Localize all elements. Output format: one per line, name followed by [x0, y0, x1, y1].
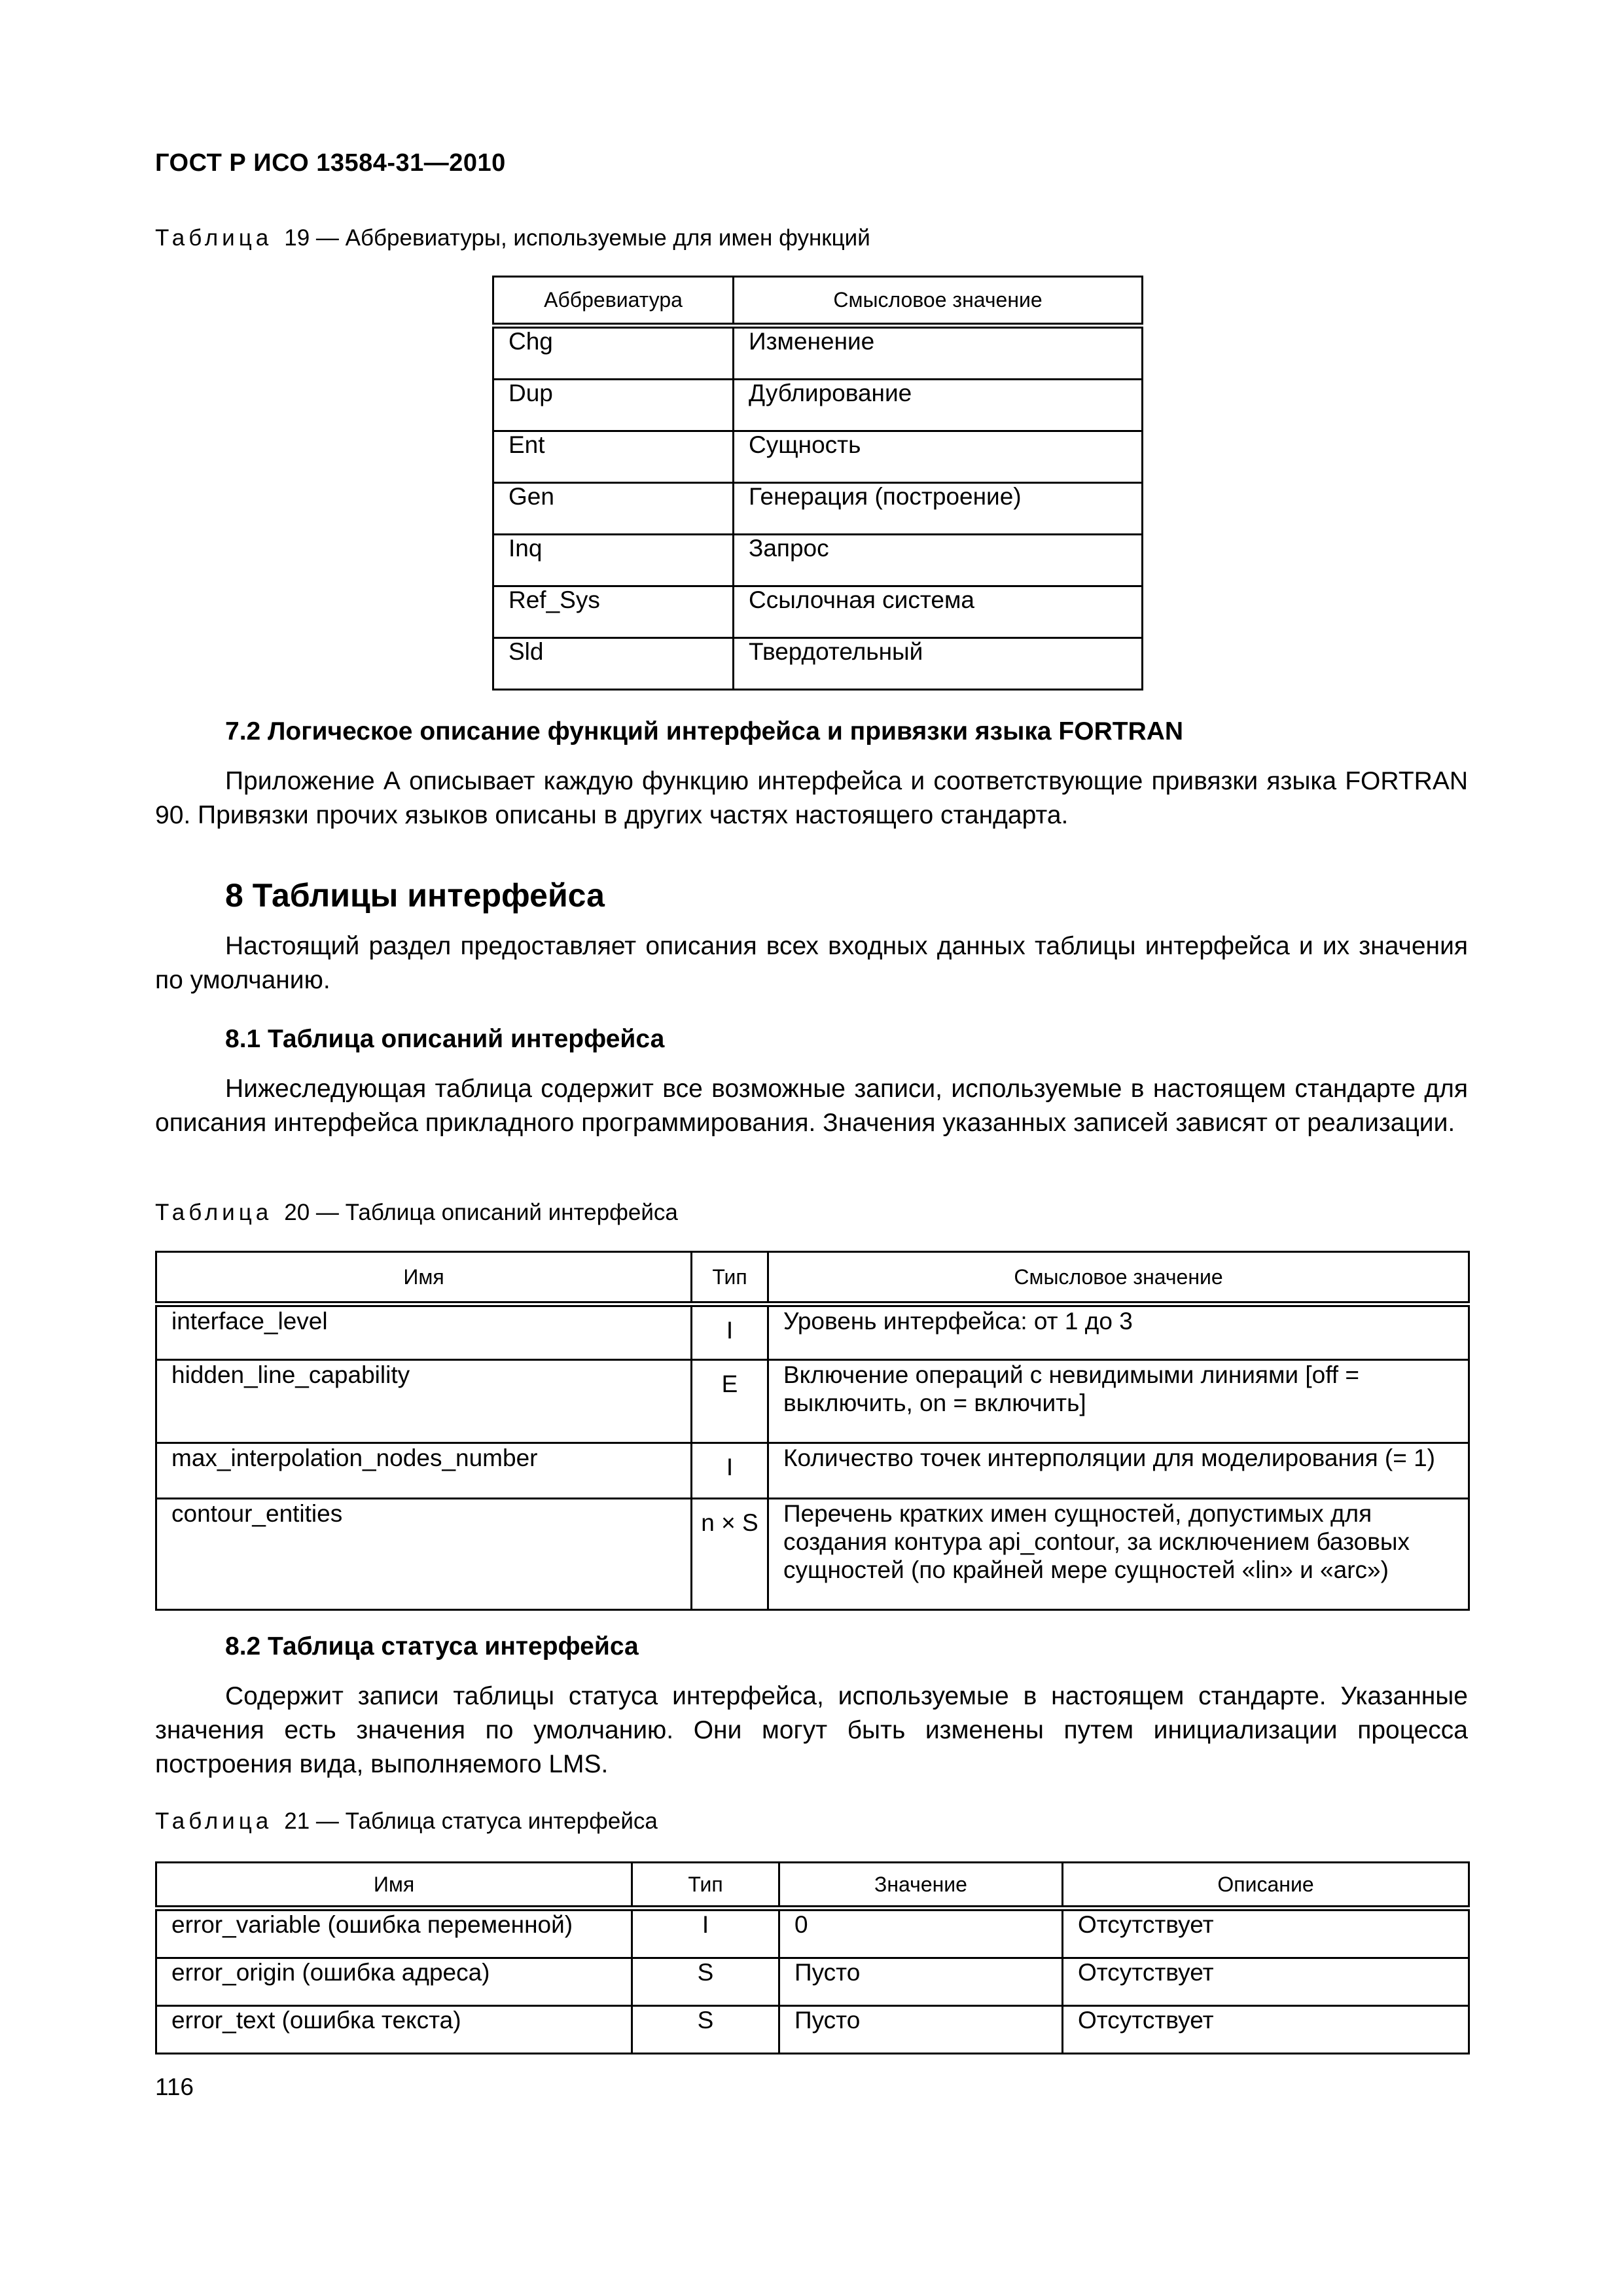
column-header-description: Описание [1063, 1863, 1469, 1909]
column-header-abbreviation: Аббревиатура [493, 277, 734, 326]
cell-value: 0 [779, 1909, 1063, 1958]
table-row [156, 1499, 1469, 1610]
cell-name: error_variable (ошибка переменной) [156, 1909, 632, 1958]
cell-description: Отсутствует [1063, 1958, 1469, 2006]
cell-meaning: Твердотельный [734, 638, 1143, 690]
column-header-name: Имя [156, 1863, 632, 1909]
cell-type: n × S [692, 1499, 768, 1610]
table-header-row [156, 1252, 1469, 1304]
cell-description: Отсутствует [1063, 2006, 1469, 2054]
table19-caption-text: 19 — Аббревиатуры, используемые для имен функций [284, 225, 870, 251]
column-header-meaning: Смысловое значение [734, 277, 1143, 326]
table-row [493, 326, 1143, 380]
table20-interface-description [155, 1251, 1470, 1611]
table-row [156, 1958, 1469, 2006]
cell-type: S [632, 2006, 779, 2054]
table20-caption [155, 1200, 678, 1226]
cell-type: E [692, 1360, 768, 1443]
table-row [156, 1443, 1469, 1499]
cell-meaning: Запрос [734, 535, 1143, 586]
cell-name: error_origin (ошибка адреса) [156, 1958, 632, 2006]
cell-type: I [692, 1304, 768, 1360]
column-header-value: Значение [779, 1863, 1063, 1909]
page-number: 116 [155, 2073, 194, 2100]
table21-interface-status [155, 1861, 1470, 2054]
cell-value: Пусто [779, 1958, 1063, 2006]
cell-meaning: Генерация (построение) [734, 483, 1143, 535]
column-header-type: Тип [632, 1863, 779, 1909]
table-row [493, 380, 1143, 431]
table-row [156, 1304, 1469, 1360]
section-8-1-title: 8.1 Таблица описаний интерфейса [225, 1025, 665, 1053]
cell-type: I [692, 1443, 768, 1499]
column-header-name: Имя [156, 1252, 692, 1304]
table-row [493, 638, 1143, 690]
table21-caption [155, 1808, 658, 1835]
cell-abbreviation: Chg [493, 326, 734, 380]
cell-name: contour_entities [156, 1499, 692, 1610]
table-row [493, 535, 1143, 586]
cell-meaning: Ссылочная система [734, 586, 1143, 638]
cell-meaning: Перечень кратких имен сущностей, допустимых для создания контура api_contour, за исключением базовых сущностей (по крайней мере сущностей «lin» и «arc») [768, 1499, 1469, 1610]
cell-meaning: Дублирование [734, 380, 1143, 431]
cell-name: interface_level [156, 1304, 692, 1360]
table20-caption-word: Таблица [155, 1200, 273, 1225]
standard-header: ГОСТ Р ИСО 13584-31—2010 [155, 149, 506, 177]
cell-meaning: Изменение [734, 326, 1143, 380]
cell-name: error_text (ошибка текста) [156, 2006, 632, 2054]
cell-abbreviation: Inq [493, 535, 734, 586]
section-8-paragraph: Настоящий раздел предоставляет описания всех входных данных таблицы интерфейса и их значения по умолчанию. [155, 932, 1468, 994]
section-7-2-paragraph: Приложение А описывает каждую функцию интерфейса и соответствующие привязки языка FORTRAN 90. Привязки прочих языков описаны в других частях настоящего стандарта. [155, 767, 1468, 829]
cell-name: max_interpolation_nodes_number [156, 1443, 692, 1499]
cell-type: S [632, 1958, 779, 2006]
cell-meaning: Сущность [734, 431, 1143, 483]
section-8-1-paragraph: Нижеследующая таблица содержит все возможные записи, используемые в настоящем стандарте для описания интерфейса прикладного программирования. Значения указанных записей зависят от реализации. [155, 1075, 1468, 1137]
table21-caption-text: 21 — Таблица статуса интерфейса [284, 1808, 658, 1834]
table-row [156, 1360, 1469, 1443]
cell-abbreviation: Ref_Sys [493, 586, 734, 638]
table-row [493, 586, 1143, 638]
section-8-2-title: 8.2 Таблица статуса интерфейса [225, 1632, 639, 1660]
table-row [156, 2006, 1469, 2054]
cell-abbreviation: Dup [493, 380, 734, 431]
table-header-row [156, 1863, 1469, 1909]
cell-meaning: Уровень интерфейса: от 1 до 3 [768, 1304, 1469, 1360]
cell-abbreviation: Ent [493, 431, 734, 483]
table19-caption-word: Таблица [155, 225, 273, 251]
cell-description: Отсутствует [1063, 1909, 1469, 1958]
table-row [493, 431, 1143, 483]
cell-abbreviation: Sld [493, 638, 734, 690]
cell-abbreviation: Gen [493, 483, 734, 535]
table21-caption-word: Таблица [155, 1808, 273, 1834]
section-7-2-title: 7.2 Логическое описание функций интерфейса и привязки языка FORTRAN [225, 717, 1184, 745]
table19-caption [155, 225, 870, 251]
column-header-meaning: Смысловое значение [768, 1252, 1469, 1304]
table20-caption-text: 20 — Таблица описаний интерфейса [284, 1200, 678, 1225]
table19-abbreviations [492, 276, 1143, 691]
cell-meaning: Включение операций с невидимыми линиями [off = выключить, on = включить] [768, 1360, 1469, 1443]
cell-value: Пусто [779, 2006, 1063, 2054]
section-8-title: 8 Таблицы интерфейса [225, 877, 605, 914]
table-header-row [493, 277, 1143, 326]
column-header-type: Тип [692, 1252, 768, 1304]
table-row [156, 1909, 1469, 1958]
cell-type: I [632, 1909, 779, 1958]
cell-meaning: Количество точек интерполяции для моделирования (= 1) [768, 1443, 1469, 1499]
cell-name: hidden_line_capability [156, 1360, 692, 1443]
section-8-2-paragraph: Содержит записи таблицы статуса интерфейса, используемые в настоящем стандарте. Указанные значения есть значения по умолчанию. Они могут быть изменены путем инициализации процесса построения вида, выполняемого LMS. [155, 1682, 1468, 1778]
table-row [493, 483, 1143, 535]
